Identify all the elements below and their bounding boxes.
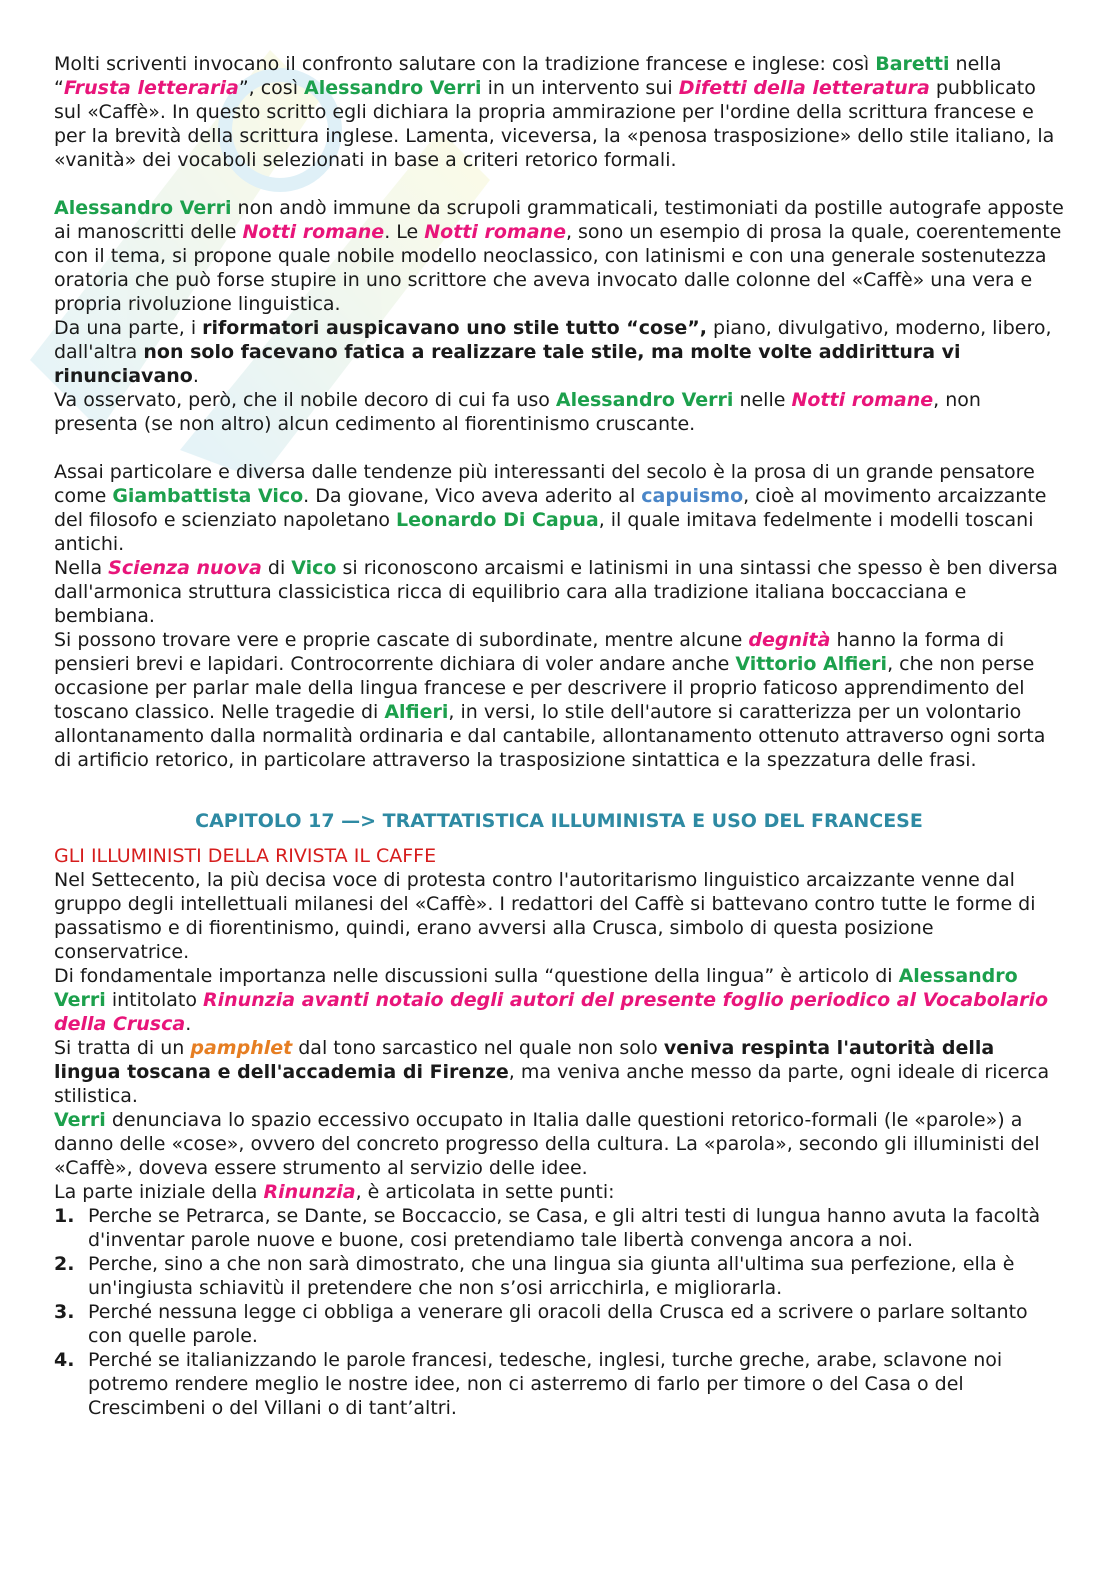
- paragraph-scienza-nuova: Nella Scienza nuova di Vico si riconoscono arcaismi e latinismi in una sintassi che spesso è ben diversa dall'armonica struttura classicistica ricca di equilibrio cara alla tradizione italiana boccacciana e bembiana.: [54, 557, 1058, 627]
- list-item: [54, 1300, 1064, 1348]
- section-title: GLI ILLUMINISTI DELLA RIVISTA IL CAFFE: [54, 845, 437, 867]
- document-page: [54, 52, 1064, 1420]
- numbered-points-list: [54, 1204, 1064, 1420]
- name-giambattista-vico: Giambattista Vico: [112, 485, 304, 507]
- list-number: 4.: [54, 1349, 75, 1371]
- title-rinunzia-avanti-notaio: Rinunzia avanti notaio degli autori del presente foglio periodico al Vocabolario della Crusca: [54, 989, 1049, 1035]
- paragraph-gap: [54, 172, 1064, 196]
- paragraph-settecento: Nel Settecento, la più decisa voce di protesta contro l'autoritarismo linguistico arcaizzante venne dal gruppo degli intellettuali milanesi del «Caffè». I redattori del Caffè si battevano contro tutte le forme di passatismo e di fiorentinismo, quindi, erano avversi alla Crusca, simbolo di questa posizione conservatrice.: [54, 869, 1036, 963]
- name-alessandro-verri: Alessandro Verri: [54, 197, 232, 219]
- paragraph-alfieri: Si possono trovare vere e proprie cascate di subordinate, mentre alcune degnità hanno la forma di pensieri brevi e lapidari. Controcorrente dichiara di voler andare anche Vittorio Alfieri, che non perse occasione per parlar male della lingua francese e per descrivere il proprio faticoso apprendimento del toscano classico. Nelle tragedie di Alfieri, in versi, lo stile dell'autore si caratterizza per un volontario allontanamento dalla normalità ordinaria e dal cantabile, allontanamento ottenuto attraverso ogni sorta di artificio retorico, in particolare attraverso la trasposizione sintattica e la spezzatura delle frasi.: [54, 629, 1046, 771]
- paragraph-parole-cose: Verri denunciava lo spazio eccessivo occupato in Italia dalle questioni retorico-formali (le «parole») a danno delle «cose», ovvero del concreto progresso della cultura. La «parola», secondo gli illuministi del «Caffè», doveva essere strumento al servizio delle idee.: [54, 1109, 1040, 1179]
- list-item-text: Perche se Petrarca, se Dante, se Boccaccio, se Casa, e gli altri testi di lungua hanno avuta la facoltà d'inventar parole nuove e buone, cosi pretendiamo tale libertà convenga ancora a noi.: [88, 1205, 1041, 1251]
- title-frusta-letteraria: Frusta letteraria: [63, 77, 239, 99]
- title-scienza-nuova: Scienza nuova: [108, 557, 262, 579]
- paragraph-french-english-comparison: Molti scriventi invocano il confronto salutare con la tradizione francese e inglese: così Baretti nella “Frusta letteraria”, così Alessandro Verri in un intervento sui Difetti della letteratura pubblicato sul «Caffè». In questo scritto egli dichiara la propria ammirazione per l'ordine della scrittura francese e per la brevità della scrittura inglese. Lamenta, viceversa, la «penosa trasposizione» dello stile italiano, la «vanità» dei vocaboli selezionati in base a criteri retorico formali.: [54, 53, 1055, 171]
- title-difetti-della-letteratura: Difetti della letteratura: [678, 77, 930, 99]
- chapter-title: CAPITOLO 17 —> TRATTATISTICA ILLUMINISTA E USO DEL FRANCESE: [195, 810, 923, 832]
- name-alessandro-verri: Alessandro Verri: [555, 389, 734, 411]
- name-vico: Vico: [291, 557, 337, 579]
- paragraph-sette-punti: La parte iniziale della Rinunzia, è articolata in sette punti:: [54, 1181, 615, 1203]
- paragraph-notti-romane: Alessandro Verri non andò immune da scrupoli grammaticali, testimoniati da postille autografe apposte ai manoscritti delle Notti romane. Le Notti romane, sono un esempio di prosa la quale, coerentemente con il tema, si propone quale nobile modello neoclassico, con latinismi e con una generale sostenutezza oratoria che può forse stupire in uno scrittore che aveva invocato dalle colonne del «Caffè» una vera e propria rivoluzione linguistica.: [54, 197, 1064, 315]
- name-verri: Verri: [54, 1109, 106, 1131]
- title-rinunzia: Rinunzia: [263, 1181, 356, 1203]
- term-capuismo: capuismo: [641, 485, 744, 507]
- list-number: 2.: [54, 1253, 75, 1275]
- list-item-text: Perche, sino a che non sarà dimostrato, che una lingua sia giunta all'ultima sua perfezione, ella è un'ingiusta schiavitù il pretendere che non s’osi arricchirla, e migliorarla.: [88, 1253, 1015, 1299]
- term-pamphlet: pamphlet: [190, 1037, 293, 1059]
- paragraph-nobile-decoro: Va osservato, però, che il nobile decoro di cui fa uso Alessandro Verri nelle Notti romane, non presenta (se non altro) alcun cedimento al fiorentinismo cruscante.: [54, 389, 981, 435]
- paragraph-rinunzia-article: Di fondamentale importanza nelle discussioni sulla “questione della lingua” è articolo di Alessandro Verri intitolato Rinunzia avanti notaio degli autori del presente foglio periodico al Vocabolario della Crusca.: [54, 965, 1049, 1035]
- name-baretti: Baretti: [875, 53, 950, 75]
- bold-autorita-lingua-toscana: veniva respinta l'autorità della lingua toscana e dell'accademia di Firenze: [54, 1037, 995, 1083]
- list-number: 1.: [54, 1205, 75, 1227]
- list-number: 3.: [54, 1301, 75, 1323]
- paragraph-gap: [54, 772, 1064, 796]
- bold-rinunciavano: non solo facevano fatica a realizzare tale stile, ma molte volte addirittura vi rinunciavano: [54, 341, 961, 387]
- title-notti-romane: Notti romane: [242, 221, 385, 243]
- list-item-text: Perché se italianizzando le parole francesi, tedesche, inglesi, turche greche, arabe, sclavone noi potremo rendere meglio le nostre idee, non ci asterremo di farlo per timore o del Casa o del Crescimbeni o del Villani o di tant’altri.: [88, 1349, 1003, 1419]
- paragraph-gap: [54, 436, 1064, 460]
- paragraph-vico: Assai particolare e diversa dalle tendenze più interessanti del secolo è la prosa di un grande pensatore come Giambattista Vico. Da giovane, Vico aveva aderito al capuismo, cioè al movimento arcaizzante del filosofo e scienziato napoletano Leonardo Di Capua, il quale imitava fedelmente i modelli toscani antichi.: [54, 461, 1047, 555]
- paragraph-pamphlet: Si tratta di un pamphlet dal tono sarcastico nel quale non solo veniva respinta l'autorità della lingua toscana e dell'accademia di Firenze, ma veniva anche messo da parte, ogni ideale di ricerca stilistica.: [54, 1037, 1050, 1107]
- name-alfieri: Alfieri: [384, 701, 449, 723]
- name-leonardo-di-capua: Leonardo Di Capua: [396, 509, 599, 531]
- title-notti-romane: Notti romane: [424, 221, 566, 243]
- name-vittorio-alfieri: Vittorio Alfieri: [735, 653, 888, 675]
- list-item: [54, 1348, 1064, 1420]
- list-item: [54, 1252, 1064, 1300]
- paragraph-riformatori: Da una parte, i riformatori auspicavano uno stile tutto “cose”, piano, divulgativo, moderno, libero, dall'altra non solo facevano fatica a realizzare tale stile, ma molte volte addirittura vi rinunciavano.: [54, 317, 1052, 387]
- bold-riformatori: riformatori auspicavano uno stile tutto “cose”,: [202, 317, 708, 339]
- list-item: [54, 1204, 1064, 1252]
- name-alessandro-verri: Alessandro Verri: [304, 77, 482, 99]
- list-item-text: Perché nessuna legge ci obbliga a venerare gli oracoli della Crusca ed a scrivere o parlare soltanto con quelle parole.: [88, 1301, 1028, 1347]
- title-notti-romane: Notti romane: [791, 389, 934, 411]
- name-alessandro-verri: Alessandro Verri: [54, 965, 1018, 1011]
- term-degnita: degnità: [748, 629, 831, 651]
